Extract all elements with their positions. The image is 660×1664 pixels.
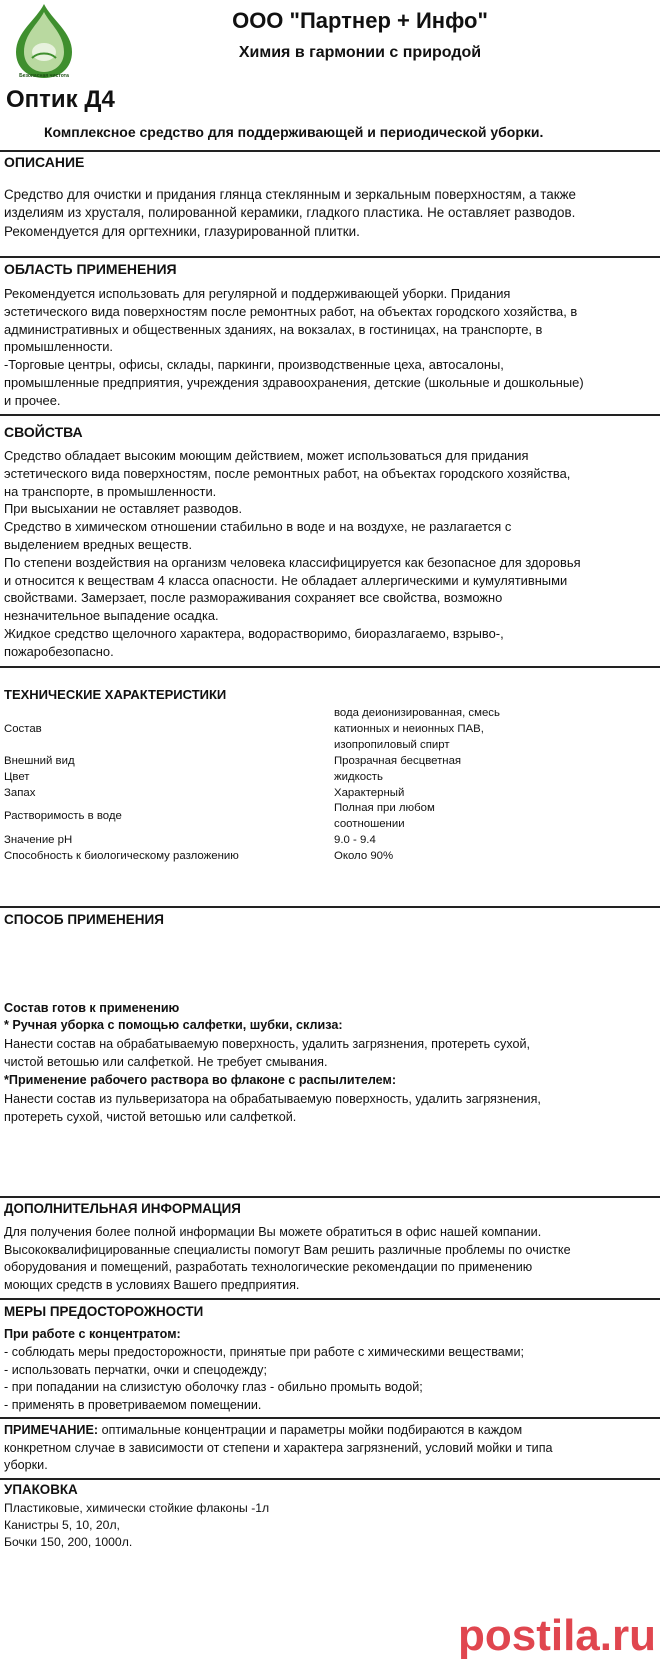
usage-manual-heading: * Ручная уборка с помощью салфетки, шубки, склиза: [4,1018,343,1032]
usage-ready: Состав готов к применению [4,1001,180,1015]
composition-value: вода деионизированная, смесь катионных и неионных ПАВ, изопропиловый спирт [334,707,500,751]
properties-text: Средство обладает высоким моющим действием, может использоваться для придания эстетического вида поверхностям, после ремонтных работ, на объектах городского хозяйства, на транспорте, в промышленности. При высыхании не оставляет разводов. Средство в химическом отношении стабильно в воде и на воздухе, не разлагается с выделением вредных веществ. По степени воздействия на организм человека классифицируется как безопасное для здоровья и относится к веществам 4 класса опасности. Не обладает аллергическими и кумулятивными свойствами. Замерзает, после размораживания сохраняет все свойства, возможно незначительное выпадение осадка. Жидкое средство щелочного характера, водорастворимо, биоразлагаемо, взрыво-, пожаробезопасно. [4,448,581,659]
divider [0,1478,660,1480]
watermark-logo [408,1592,660,1664]
bio-label: Способность к биологическому разложению [4,850,239,862]
ph-value: 9.0 - 9.4 [334,834,376,846]
appearance-label: Внешний вид [4,755,75,767]
company-logo [6,2,82,82]
description-text: Средство для очистки и придания глянца стеклянным и зеркальным поверхностям, а также изделиям из хрусталя, полированной керамики, гладкого пластика. Не оставляет разводов. Рекомендуется для оргтехники, глазурированной плитки. [4,187,576,239]
odor-label: Запах [4,787,36,799]
usage-heading: СПОСОБ ПРИМЕНЕНИЯ [4,912,164,927]
composition-label: Состав [4,723,42,735]
odor-value: Характерный [334,787,405,799]
color-label: Цвет [4,771,30,783]
appearance-value: Прозрачная бесцветная [334,755,462,767]
note-label: ПРИМЕЧАНИЕ: [4,1423,99,1437]
usage-spray-heading: *Применение рабочего раствора во флаконе с распылителем: [4,1073,397,1087]
packaging-list: Пластиковые, химически стойкие флаконы -1л Канистры 5, 10, 20л, Бочки 150, 200, 1000л. [4,1501,270,1549]
solubility-label: Растворимость в воде [4,810,122,822]
watermark-text: postila.ru [457,1611,656,1660]
product-subtitle: Комплексное средство для поддерживающей и периодической уборки. [44,124,544,140]
divider [0,1298,660,1300]
additional-heading: ДОПОЛНИТЕЛЬНАЯ ИНФОРМАЦИЯ [4,1201,241,1216]
precautions-heading: МЕРЫ ПРЕДОСТОРОЖНОСТИ [4,1304,204,1319]
properties-heading: СВОЙСТВА [4,424,83,440]
company-slogan: Химия в гармонии с природой [238,44,482,61]
divider [0,256,660,258]
description-heading: ОПИСАНИЕ [4,154,85,170]
logo-text: Безопасная чистота [19,73,69,79]
application-text: Рекомендуется использовать для регулярной и поддерживающей уборки. Придания эстетического вида поверхностям после ремонтных работ, на объектах городского хозяйства, в административных и общественных зданиях, на вокзалах, в гостиницах, на транспорте, в промышленности. -Торговые центры, офисы, склады, паркинги, производственные цеха, автосалоны, промышленные предприятия, учреждения здравоохранения, детские (школьные и дошкольные) и прочее. [4,286,584,408]
divider [0,666,660,668]
solubility-value: Полная при любом соотношении [334,802,435,830]
note-text: ПРИМЕЧАНИЕ: оптимальные концентрации и параметры мойки подбираются в каждом конкретном случае в зависимости от степени и характера загрязнений, условий мойки и типа уборки. [4,1423,553,1473]
packaging-heading: УПАКОВКА [4,1482,78,1497]
tech-heading: ТЕХНИЧЕСКИЕ ХАРАКТЕРИСТИКИ [4,687,227,702]
divider [0,150,660,152]
product-name: Оптик Д4 [6,86,115,113]
divider [0,906,660,908]
company-name: ООО "Партнер + Инфо" [232,8,488,33]
precautions-sub: При работе с концентратом: [4,1327,181,1341]
precautions-list: - соблюдать меры предосторожности, принятые при работе с химическими веществами; - использовать перчатки, очки и спецодежду; - при попадании на слизистую оболочку глаз - обильно промыть водой; - применять в проветриваемом помещении. [4,1345,524,1412]
note-first-line: оптимальные концентрации и параметры мойки подбираются в каждом [98,1423,523,1437]
application-heading: ОБЛАСТЬ ПРИМЕНЕНИЯ [4,261,177,277]
ph-label: Значение рН [4,834,73,846]
usage-spray-text: Нанести состав из пульверизатора на обрабатываемую поверхность, удалить загрязнения, протереть сухой, чистой ветошью или салфеткой. [4,1092,541,1124]
divider [0,414,660,416]
additional-text: Для получения более полной информации Вы можете обратиться в офис нашей компании. Высококвалифицированные специалисты помогут Вам решить различные проблемы по очистке оборудования и помещений, разработать технологические рекомендации по применению моющих средств в условиях Вашего предприятия. [4,1225,571,1292]
divider [0,1196,660,1198]
bio-value: Около 90% [334,850,394,862]
color-value: жидкость [334,771,383,783]
divider [0,1417,660,1419]
usage-manual-text: Нанести состав на обрабатываемую поверхность, удалить загрязнения, протереть сухой, чистой ветошью или салфеткой. Не требует смывания. [4,1037,531,1069]
